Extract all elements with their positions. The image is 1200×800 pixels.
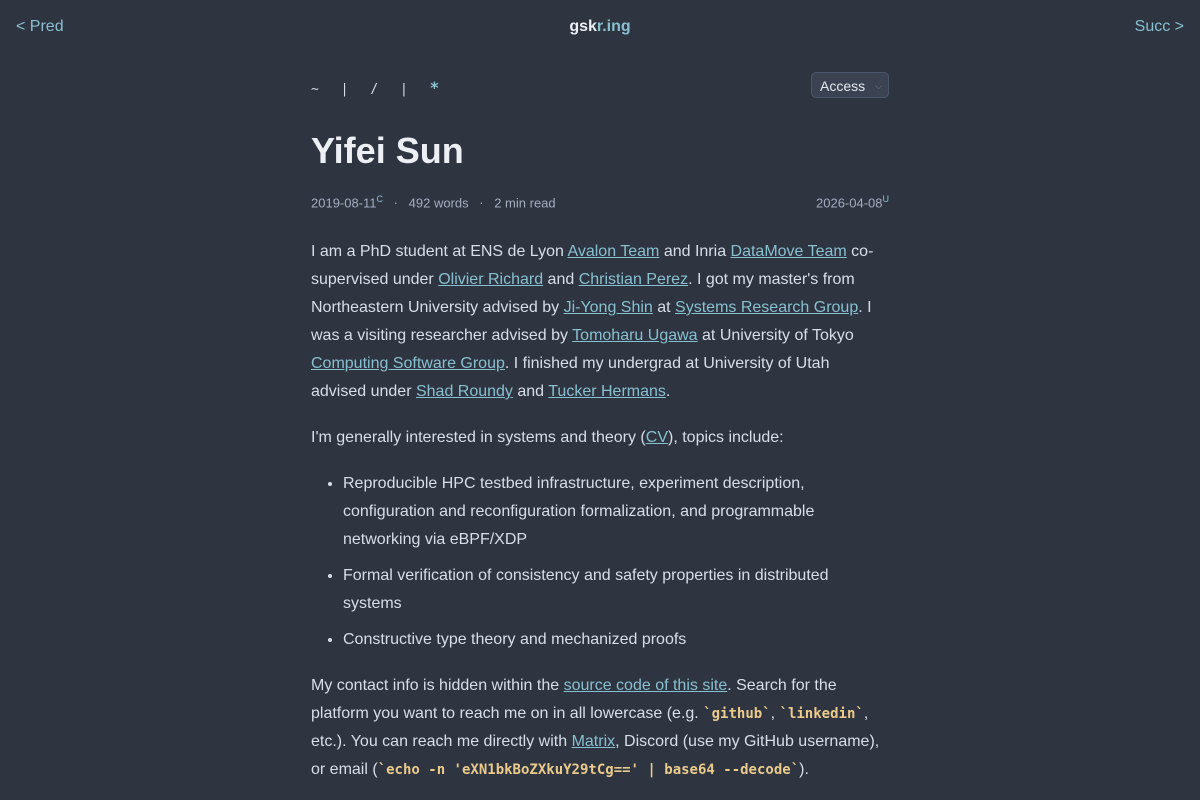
- text: and Inria: [659, 243, 731, 260]
- page-toolbar: [311, 72, 889, 100]
- topics-list: [311, 470, 889, 654]
- created-marker: C: [376, 194, 384, 204]
- text: . I was a visiting researcher advised by: [311, 299, 872, 344]
- breadcrumb: [311, 78, 453, 97]
- home-link[interactable]: ~: [311, 82, 319, 97]
- asterisk-icon[interactable]: *: [429, 78, 440, 97]
- breadcrumb-separator: |: [399, 82, 408, 97]
- text: . I got my master's from Northeastern University advised by: [311, 271, 855, 316]
- list-item: • Constructive type theory and mechanized proofs: [343, 626, 889, 654]
- meta-separator: ·: [479, 195, 484, 211]
- link-source-code[interactable]: source code of this site: [563, 677, 728, 694]
- updated-marker: U: [882, 194, 889, 204]
- text: , etc.). You can reach me directly with: [311, 705, 869, 750]
- code-github: `github`: [703, 706, 771, 722]
- updated-date: 2026-04-08: [816, 195, 883, 211]
- text: , Discord (use my GitHub username), or email (: [311, 733, 880, 778]
- read-time: 2 min read: [494, 195, 556, 211]
- prev-page-link[interactable]: < Pred: [16, 18, 64, 35]
- link-computing-software-group[interactable]: Computing Software Group: [311, 355, 505, 372]
- page-meta: [311, 194, 889, 214]
- list-item: • Reproducible HPC testbed infrastructure, experiment description, configuration and reconfiguration formalization, and programmable networking via eBPF/XDP: [343, 470, 889, 554]
- access-select[interactable]: [811, 72, 889, 98]
- link-ji-yong-shin[interactable]: Ji-Yong Shin: [563, 299, 653, 316]
- link-olivier-richard[interactable]: Olivier Richard: [438, 271, 544, 288]
- link-matrix[interactable]: Matrix: [571, 733, 616, 750]
- breadcrumb-separator: |: [340, 82, 349, 97]
- site-title-accent[interactable]: r.ing: [596, 18, 631, 35]
- created-date: 2019-08-11: [311, 195, 377, 211]
- link-tucker-hermans[interactable]: Tucker Hermans: [548, 383, 666, 400]
- text: . Search for the platform you want to reach me on in all lowercase (e.g.: [311, 677, 837, 722]
- link-datamove-team[interactable]: DataMove Team: [730, 243, 847, 260]
- text: .: [665, 383, 671, 400]
- text: and: [512, 383, 549, 400]
- text: co-supervised under: [311, 243, 874, 288]
- code-email-command: `echo -n 'eXN1bkBoZXkuY29tCg==' | base64 --decode`: [377, 762, 800, 778]
- code-linkedin: `linkedin`: [779, 706, 864, 722]
- text: I am a PhD student at ENS de Lyon: [311, 243, 568, 260]
- text: . I finished my undergrad at University of Utah advised under: [311, 355, 830, 400]
- text: My contact info is hidden within the: [311, 677, 564, 694]
- article-body: [311, 238, 889, 784]
- page-title: Yifei Sun: [311, 130, 464, 171]
- text: at University of Tokyo: [697, 327, 854, 344]
- meta-separator: ·: [393, 195, 399, 211]
- root-link[interactable]: /: [370, 82, 379, 97]
- interests-paragraph: [311, 424, 889, 452]
- link-shad-roundy[interactable]: Shad Roundy: [415, 383, 513, 400]
- intro-paragraph: [311, 238, 889, 406]
- chevron-down-icon: ⌵: [875, 81, 882, 91]
- link-avalon-team[interactable]: Avalon Team: [567, 243, 660, 260]
- text: I'm generally interested in systems and theory (: [311, 429, 646, 446]
- text: ,: [770, 705, 780, 722]
- text: ).: [799, 761, 809, 778]
- link-systems-research-group[interactable]: Systems Research Group: [675, 299, 859, 316]
- link-christian-perez[interactable]: Christian Perez: [578, 271, 689, 288]
- text: ), topics include:: [668, 429, 784, 446]
- updated-date-wrap: [816, 194, 889, 210]
- word-count: 492 words: [408, 195, 469, 211]
- contact-paragraph: [311, 672, 889, 784]
- link-tomoharu-ugawa[interactable]: Tomoharu Ugawa: [572, 327, 698, 344]
- text: and: [543, 271, 579, 288]
- list-item: • Formal verification of consistency and safety properties in distributed systems: [343, 562, 889, 618]
- site-title-main[interactable]: gsk: [569, 18, 597, 35]
- main-content: [311, 72, 889, 784]
- next-page-link[interactable]: Succ >: [1134, 18, 1184, 35]
- site-title[interactable]: [0, 18, 1200, 36]
- link-cv[interactable]: CV: [645, 429, 668, 446]
- text: at: [652, 299, 676, 316]
- access-select-value: Access: [820, 78, 866, 94]
